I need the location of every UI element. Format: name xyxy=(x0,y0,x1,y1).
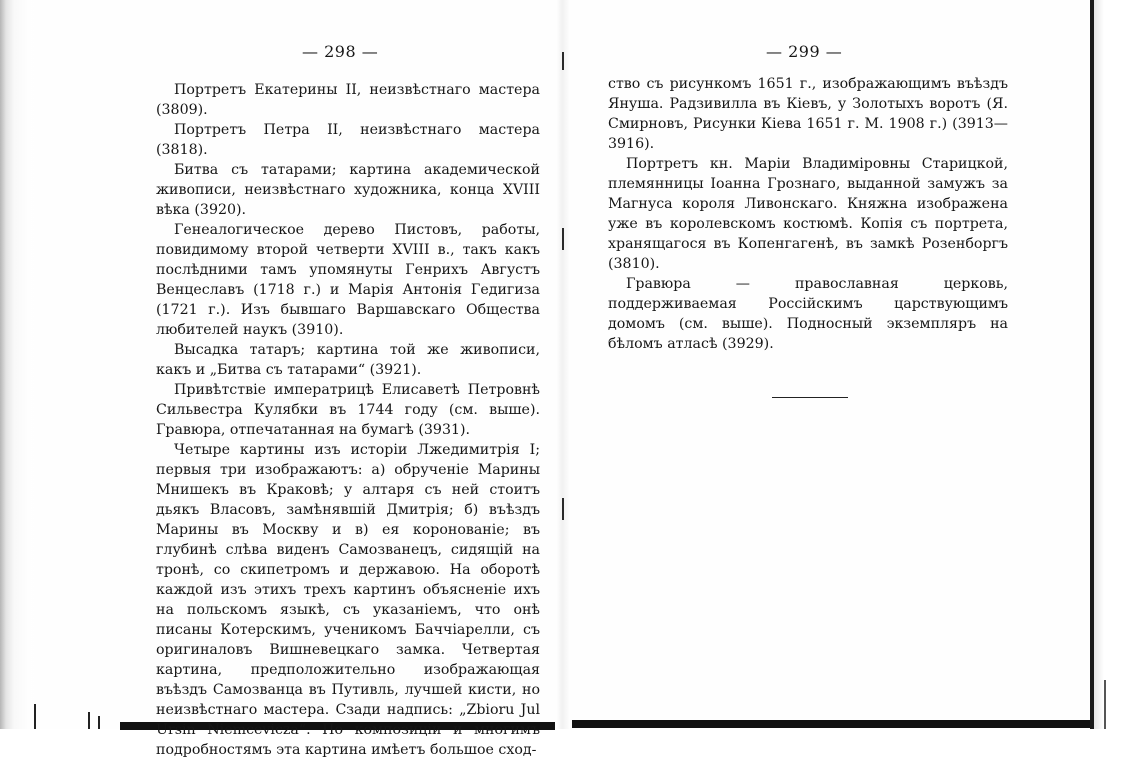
scan-artifact xyxy=(1104,680,1106,729)
paragraph: Генеалогическое дерево Пистовъ, работы, повидимому второй четверти XVIII в., такъ какъ послѣдними тамъ упомянуты Генрихъ Августъ Венцеславъ (1718 г.) и Марія Антонія Гедигиза (1721 г.). Изъ бывшаго Варшавскаго Общества любителей наукъ (3910). xyxy=(156,222,540,338)
book-gutter xyxy=(556,0,570,729)
scan-artifact xyxy=(98,716,100,729)
section-end-rule xyxy=(772,397,848,398)
page-number: — 299 — xyxy=(766,42,843,61)
scan-left-edge xyxy=(0,0,34,729)
scan-artifact xyxy=(88,712,90,729)
gutter-mark xyxy=(562,52,564,70)
scan-right-fringe xyxy=(1094,0,1140,729)
paragraph: Четыре картины изъ исторіи Лжедимитрія I; первыя три изображаютъ: а) обрученіе Марины Мнишекъ въ Краковѣ; у алтаря съ ней стоитъ дьякъ Власовъ, замѣнявшій Дмитрія; б) въѣздъ Марины въ Москву и в) ея коронованіе; въ глубинѣ слѣва виденъ Самозванецъ, сидящій на тронѣ, со скипетромъ и державою. На оборотѣ каждой изъ этихъ трехъ картинъ объясненіе ихъ на польскомъ языкѣ, съ указаніемъ, что онѣ писаны Котерскимъ, ученикомъ Баччіарелли, съ оригиналовъ Вишневецкаго замка. Четвертая картина, предположительно изображающая въѣздъ Самозванца въ Путивль, лучшей кисти, но неизвѣстнаго мастера. Сзади надпись: „Zbioru Jul Ursin Niemcevicza“. По композиціи и многимъ подробностямъ эта картина имѣетъ большое сход- xyxy=(156,442,540,758)
paragraph: Гравюра — православная церковь, поддерживаемая Россійскимъ царствующимъ домомъ (см. выше). Подносный экземпляръ на бѣломъ атласѣ (3929). xyxy=(608,276,1008,352)
paragraph: Портретъ Екатерины II, неизвѣстнаго мастера (3809). xyxy=(156,82,540,118)
gutter-mark xyxy=(562,498,564,520)
page-text xyxy=(608,74,1008,354)
paragraph: Привѣтствіе императрицѣ Елисаветѣ Петровнѣ Сильвестра Кулябки въ 1744 году (см. выше). Гравюра, отпечатанная на бумагѣ (3931). xyxy=(156,382,540,438)
paragraph: Высадка татаръ; картина той же живописи, какъ и „Битва съ татарами“ (3921). xyxy=(156,342,540,378)
scan-artifact xyxy=(34,704,36,729)
page-number: — 298 — xyxy=(302,42,379,61)
paragraph: Портретъ Петра II, неизвѣстнаго мастера (3818). xyxy=(156,122,540,158)
page-text xyxy=(156,80,540,760)
paragraph: ство съ рисункомъ 1651 г., изображающимъ въѣздъ Януша. Радзивилла въ Кіевъ, у Золотыхъ воротъ (Я. Смирновъ, Рисунки Кіева 1651 г. М. 1908 г.) (3913—3916). xyxy=(608,76,1008,152)
paragraph: Портретъ кн. Маріи Владиміровны Старицкой, племянницы Іоанна Грознаго, выданной замужъ за Магнуса короля Ливонскаго. Княжна изображена уже въ королевскомъ костюмѣ. Копія съ портрета, хранящагося въ Копенгагенѣ, въ замкѣ Розенборгъ (3810). xyxy=(608,156,1008,272)
gutter-mark xyxy=(562,228,564,250)
scan-bottom-edge xyxy=(572,720,1090,728)
paragraph: Битва съ татарами; картина академической живописи, неизвѣстнаго художника, конца XVIII вѣка (3920). xyxy=(156,162,540,218)
